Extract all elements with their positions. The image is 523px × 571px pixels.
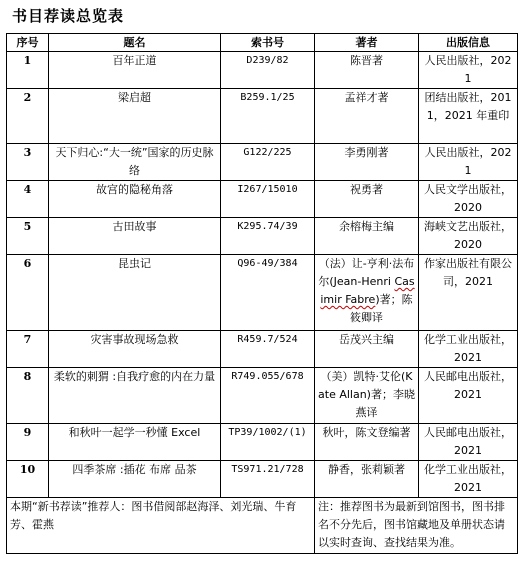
cell-author: 秋叶，陈文登编著	[315, 424, 419, 461]
table-row	[7, 89, 518, 144]
table-row	[7, 181, 518, 218]
cell-no: 7	[7, 331, 49, 368]
cell-no: 9	[7, 424, 49, 461]
cell-no: 4	[7, 181, 49, 218]
cell-author: 静香，张莉颖著	[315, 461, 419, 498]
cell-no: 1	[7, 52, 49, 89]
cell-no: 2	[7, 89, 49, 144]
cell-author: 孟祥才著	[315, 89, 419, 144]
cell-title: 四季茶席 :插花 布席 品茶	[49, 461, 221, 498]
cell-call-number: B259.1/25	[221, 89, 315, 144]
cell-author: 陈晋著	[315, 52, 419, 89]
cell-call-number: I267/15010	[221, 181, 315, 218]
cell-title: 古田故事	[49, 218, 221, 255]
cell-title: 和秋叶一起学一秒懂 Excel	[49, 424, 221, 461]
table-row	[7, 255, 518, 331]
cell-no: 3	[7, 144, 49, 181]
cell-publication: 人民文学出版社，2020	[419, 181, 518, 218]
table-row	[7, 424, 518, 461]
cell-call-number: Q96-49/384	[221, 255, 315, 331]
author-text-post: )著；陈筱卿译	[350, 293, 413, 324]
cell-no: 10	[7, 461, 49, 498]
cell-no: 8	[7, 368, 49, 424]
cell-publication: 人民邮电出版社，2021	[419, 368, 518, 424]
cell-title: 天下归心:“大一统”国家的历史脉络	[49, 144, 221, 181]
cell-author: 岳茂兴主编	[315, 331, 419, 368]
cell-call-number: D239/82	[221, 52, 315, 89]
cell-publication: 作家出版社有限公司，2021	[419, 255, 518, 331]
col-header-author: 著者	[315, 34, 419, 52]
cell-publication: 化学工业出版社，2021	[419, 461, 518, 498]
cell-publication: 海峡文艺出版社，2020	[419, 218, 518, 255]
cell-call-number: G122/225	[221, 144, 315, 181]
col-header-publication: 出版信息	[419, 34, 518, 52]
cell-publication: 化学工业出版社，2021	[419, 331, 518, 368]
table-row	[7, 218, 518, 255]
cell-no: 6	[7, 255, 49, 331]
col-header-call-number: 索书号	[221, 34, 315, 52]
cell-publication: 人民出版社，2021	[419, 144, 518, 181]
col-header-no: 序号	[7, 34, 49, 52]
cell-call-number: R459.7/524	[221, 331, 315, 368]
cell-title: 梁启超	[49, 89, 221, 144]
cell-title: 昆虫记	[49, 255, 221, 331]
cell-title: 百年正道	[49, 52, 221, 89]
table-row	[7, 461, 518, 498]
cell-call-number: TP39/1002/(1)	[221, 424, 315, 461]
table-row	[7, 368, 518, 424]
cell-title: 故宫的隐秘角落	[49, 181, 221, 218]
recommender-note: 本期“新书荐读”推荐人：图书借阅部赵海泽、刘光瑞、牛育芳、霍燕	[7, 498, 315, 554]
cell-author: 李勇刚著	[315, 144, 419, 181]
cell-call-number: TS971.21/728	[221, 461, 315, 498]
cell-title: 柔软的刺猬 :自我疗愈的内在力量	[49, 368, 221, 424]
cell-publication: 人民出版社，2021	[419, 52, 518, 89]
table-row	[7, 331, 518, 368]
cell-call-number: K295.74/39	[221, 218, 315, 255]
author-text-pre: （法）让-亨利·法布尔(Jean-Henri	[318, 257, 415, 288]
spellcheck-marked-text: Casimir Fabre	[320, 275, 415, 306]
book-table	[6, 33, 518, 554]
cell-call-number: R749.055/678	[221, 368, 315, 424]
disclaimer-note: 注：推荐图书为最新到馆图书，图书排名不分先后，图书馆藏地及单册状态请以实时查询、查找结果为准。	[315, 498, 518, 554]
cell-author: 余榕梅主编	[315, 218, 419, 255]
page-title: 书目荐读总览表	[12, 7, 125, 25]
cell-no: 5	[7, 218, 49, 255]
table-footer-row	[7, 498, 518, 554]
cell-title: 灾害事故现场急救	[49, 331, 221, 368]
table-header-row	[7, 34, 518, 52]
cell-author	[315, 255, 419, 331]
cell-author: （美）凯特·艾伦(Kate Allan)著；李晓燕译	[315, 368, 419, 424]
col-header-title: 题名	[49, 34, 221, 52]
cell-publication: 人民邮电出版社，2021	[419, 424, 518, 461]
table-row	[7, 144, 518, 181]
table-row	[7, 52, 518, 89]
cell-author: 祝勇著	[315, 181, 419, 218]
cell-publication: 团结出版社，2011，2021 年重印	[419, 89, 518, 144]
